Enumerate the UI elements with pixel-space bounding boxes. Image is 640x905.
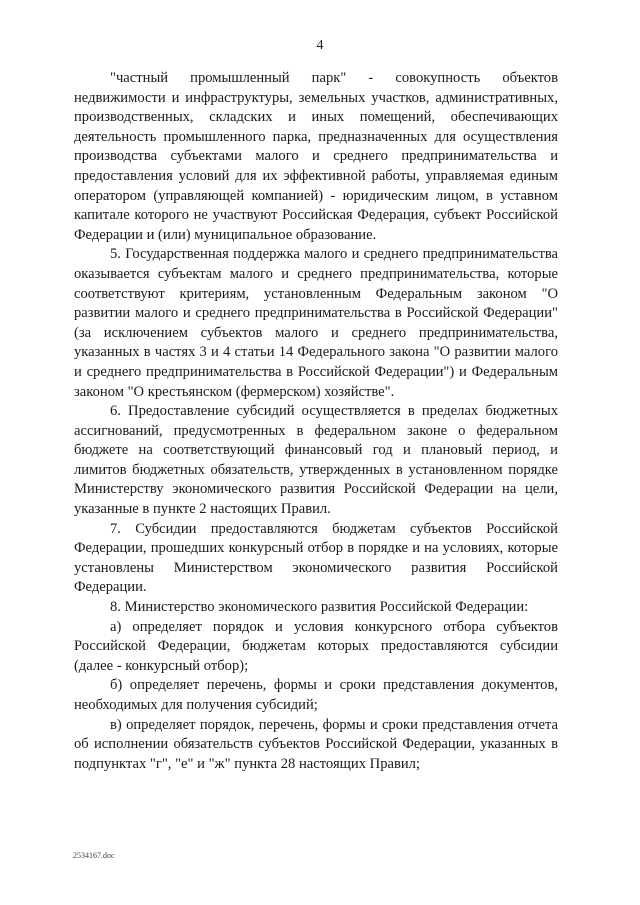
document-file-code: 2534167.doc <box>73 851 115 860</box>
document-body <box>74 69 558 774</box>
paragraph-6-subsidy-provision: 6. Предоставление субсидий осуществляется в пределах бюджетных ассигнований, предусмотренных в федеральном законе о федеральном бюджете на соответствующий финансовый год и плановый период, и лимитов бюджетных обязательств, утвержденных в установленном порядке Министерству экономического развития Российской Федерации на цели, указанные в пункте 2 настоящих Правил. <box>74 403 558 518</box>
page-number: 4 <box>316 38 324 53</box>
subparagraph-v: в) определяет порядок, перечень, формы и сроки представления отчета об исполнении обязательств субъектов Российской Федерации, указанных в подпунктах "г", "е" и "ж" пункта 28 настоящих Правил; <box>74 716 558 772</box>
paragraph-private-industrial-park-definition: "частный промышленный парк" - совокупность объектов недвижимости и инфраструктуры, земельных участков, административных, производственных, складских и иных помещений, обеспечивающих деятельность промышленного парка, предназначенных для осуществления производства субъектами малого и среднего предпринимательства и предоставления условий для их эффективной работы, управляемая единым оператором (управляющей компанией) - юридическим лицом, в уставном капитале которого не участвуют Российская Федерация, субъект Российской Федерации и (или) муниципальное образование. <box>74 70 558 243</box>
paragraph-5-state-support: 5. Государственная поддержка малого и среднего предпринимательства оказывается субъектам малого и среднего предпринимательства, которые соответствуют критериям, установленным Федеральным законом "О развитии малого и среднего предпринимательства в Российской Федерации" (за исключением субъектов малого и среднего предпринимательства, указанных в частях 3 и 4 статьи 14 Федерального закона "О развитии малого и среднего предпринимательства в Российской Федерации") и Федеральным законом "О крестьянском (фермерском) хозяйстве". <box>74 246 558 400</box>
paragraph-8-ministry-duties: 8. Министерство экономического развития Российской Федерации: <box>110 599 529 616</box>
subparagraph-b: б) определяет перечень, формы и сроки представления документов, необходимых для получения субсидий; <box>74 677 558 713</box>
paragraph-7-subsidy-recipients: 7. Субсидии предоставляются бюджетам субъектов Российской Федерации, прошедших конкурсный отбор в порядке и на условиях, которые установлены Министерством экономического развития Российской Федерации. <box>74 520 558 596</box>
subparagraph-a: а) определяет порядок и условия конкурсного отбора субъектов Российской Федерации, бюджетам которых предоставляются субсидии (далее - конкурсный отбор); <box>74 618 558 674</box>
